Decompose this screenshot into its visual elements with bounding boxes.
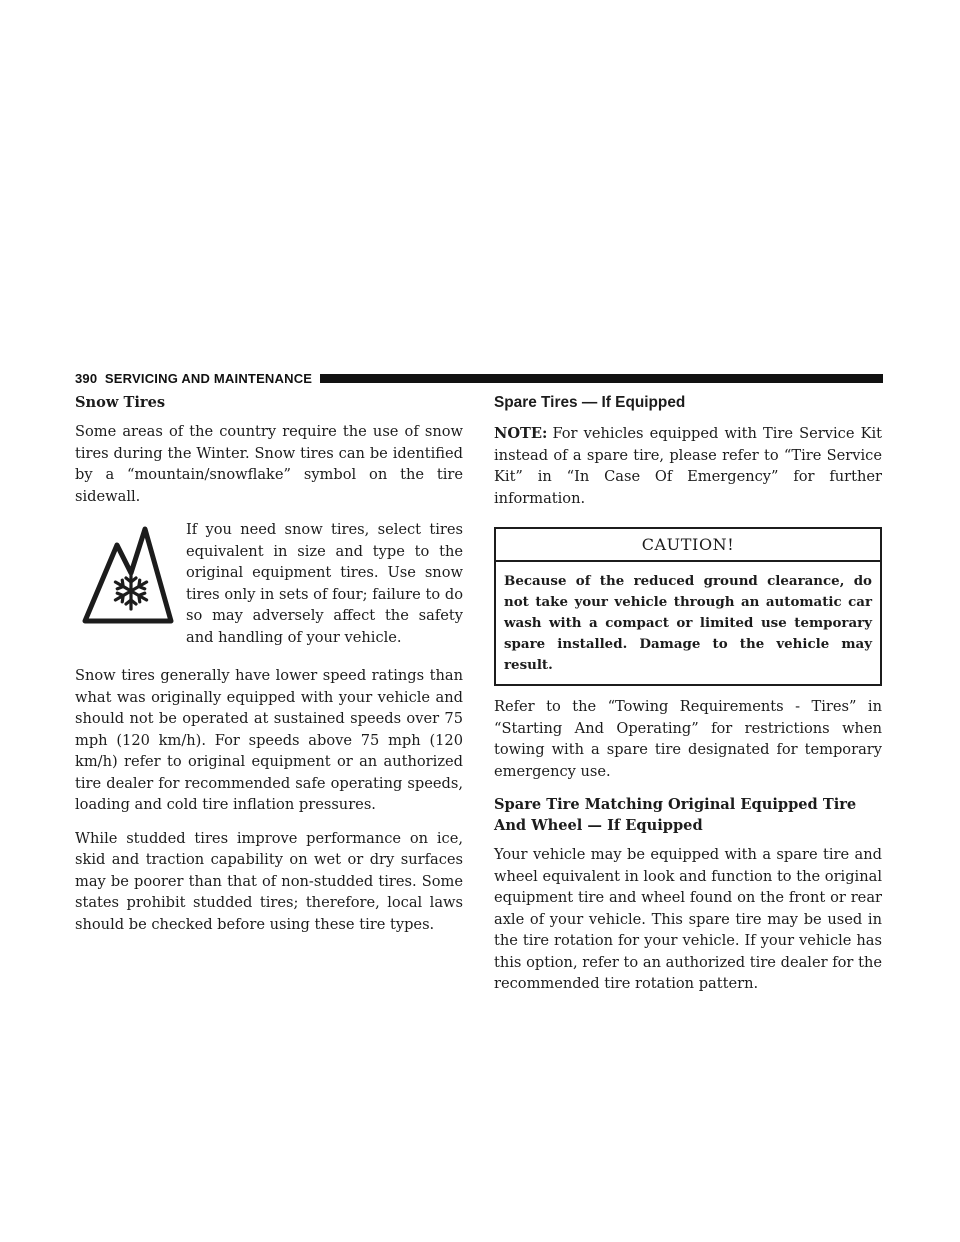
header-rule bbox=[320, 374, 883, 383]
page-number: 390 bbox=[75, 370, 98, 386]
matching-spare-text: Your vehicle may be equipped with a spare tire and wheel equivalent in look and function to the original equipment tire and wheel found on the front or rear axle of your vehicle. This spare tire may be used in the tire rotation for your vehicle. If your vehicle has this option, refer to an authorized tire dealer for the recommended tire rotation pattern. bbox=[494, 846, 882, 992]
caution-title: CAUTION! bbox=[496, 529, 880, 562]
snow-tires-selection-text: If you need snow tires, select tires equivalent in size and type to the original equipment tires. Use snow tires only in sets of four; failure to do so may adversely affect the safety and handling of your vehicle. bbox=[186, 521, 463, 646]
caution-text: Because of the reduced ground clearance, do not take your vehicle through an automatic car wash with a compact or limited use temporary spare installed. Damage to the vehicle may result. bbox=[504, 573, 872, 673]
note-label: NOTE: bbox=[494, 425, 548, 442]
page-header bbox=[75, 368, 883, 388]
studded-tires-text: While studded tires improve performance on ice, skid and traction capability on wet or dry surfaces may be poorer than that of non-studded tires. Some states prohibit studded tires; therefore, local laws should be checked before using these tire types. bbox=[75, 829, 463, 933]
spare-tires-note bbox=[494, 423, 882, 509]
snow-tires-intro: Some areas of the country require the use of snow tires during the Winter. Snow tires can be identified by a “mountain/snowflake” symbol on the tire sidewall. bbox=[75, 423, 463, 505]
snow-symbol-figure bbox=[75, 519, 463, 659]
towing-reference-text: Refer to the “Towing Requirements - Tires” in “Starting And Operating” for restrictions when towing with a spare tire designated for temporary emergency use. bbox=[494, 698, 882, 780]
right-column bbox=[494, 392, 882, 1007]
mountain-snowflake-icon bbox=[79, 521, 175, 627]
snow-tires-heading: Snow Tires bbox=[75, 394, 166, 411]
page-header-text bbox=[75, 371, 312, 386]
section-title: SERVICING AND MAINTENANCE bbox=[104, 370, 313, 386]
spare-tires-heading: Spare Tires — If Equipped bbox=[494, 394, 686, 411]
left-column bbox=[75, 392, 463, 947]
matching-spare-heading: Spare Tire Matching Original Equipped Tire And Wheel — If Equipped bbox=[494, 796, 857, 834]
snow-tires-speed-text: Snow tires generally have lower speed ratings than what was originally equipped with your vehicle and should not be operated at sustained speeds over 75 mph (120 km/h). For speeds above 75 mph (120 km/h) refer to original equipment or an authorized tire dealer for recommended safe operating speeds, loading and cold tire inflation pressures. bbox=[75, 667, 463, 813]
caution-box bbox=[494, 527, 882, 686]
note-text: For vehicles equipped with Tire Service Kit instead of a spare tire, please refer to “Tire Service Kit” in “In Case Of Emergency” for further information. bbox=[494, 425, 882, 507]
